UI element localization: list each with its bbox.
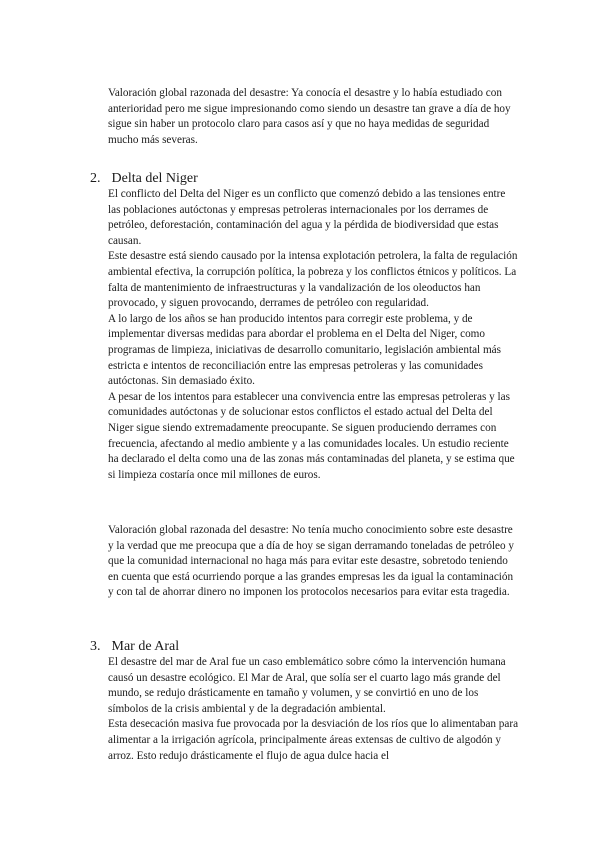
section-heading-delta-niger — [90, 170, 198, 188]
section-heading-mar-aral — [90, 638, 179, 656]
paragraph: El desastre del mar de Aral fue un caso emblemático sobre cómo la intervención humana causó un desastre ecológico. El Mar de Aral, que solía ser el cuarto lago más grande del mundo, se redujo drásticamente en tamaño y volumen, y se convirtió en uno de los símbolos de la crisis ambiental y de la degradación ambiental. — [108, 656, 506, 715]
paragraph: Este desastre está siendo causado por la intensa explotación petrolera, la falta de regulación ambiental efectiva, la corrupción política, la pobreza y los conflictos étnicos y políticos. La falta de mantenimiento de infraestructuras y la vandalización de los oleoductos han provocado, y siguen provocando, derrames de petróleo con regularidad. — [108, 250, 518, 310]
section-body-mar-aral — [108, 655, 520, 764]
paragraph: A pesar de los intentos para establecer una convivencia entre las empresas petroleras y las comunidades autóctonas y de solucionar estos conflictos el estado actual del Delta del Niger sigue siendo extremadamente preocupante. Se siguen produciendo derrames con frecuencia, afectando al medio ambiente y a las comunidades locales. Un estudio reciente ha declarado el delta como una de las zonas más contaminadas del planeta, y se estima que si limpieza costaría once mil millones de euros. — [108, 390, 515, 481]
section-title: Mar de Aral — [111, 639, 180, 654]
section-number: 3. — [90, 639, 101, 654]
section-body-delta-niger — [108, 187, 520, 483]
intro-valoracion — [108, 86, 520, 148]
delta-niger-valoracion — [108, 523, 520, 601]
section-number: 2. — [90, 171, 101, 186]
paragraph: Esta desecación masiva fue provocada por la desviación de los ríos que lo alimentaban para alimentar a la irrigación agrícola, principalmente áreas extensas de cultivo de algodón y arroz. Esto redujo drásticamente el flujo de agua dulce hacia el — [108, 718, 519, 762]
paragraph: A lo largo de los años se han producido intentos para corregir este problema, y de implementar diversas medidas para abordar el problema en el Delta del Niger, como programas de limpieza, iniciativas de desarrollo comunitario, legislación ambiental más estricta e intentos de reconciliación entre las empresas petroleras y las comunidades autóctonas. Sin demasiado éxito. — [108, 312, 501, 388]
section-title: Delta del Niger — [111, 171, 198, 186]
paragraph: El conflicto del Delta del Niger es un conflicto que comenzó debido a las tensiones entre las poblaciones autóctonas y empresas petroleras internacionales por los derrames de petróleo, deforestación, contaminación del agua y la pérdida de biodiversidad que estas causan. — [108, 188, 506, 247]
paragraph: Valoración global razonada del desastre: No tenía mucho conocimiento sobre este desastre y la verdad que me preocupa que a día de hoy se sigan derramando toneladas de petróleo y que la comunidad internacional no haga más para evitar este desastre, sobretodo teniendo en cuenta que está ocurriendo porque a las grandes empresas les da igual la contaminación y con tal de ahorrar dinero no imponen los protocolos necesarios para evitar esta tragedia. — [108, 524, 515, 599]
paragraph: Valoración global razonada del desastre: Ya conocía el desastre y lo había estudiado con anterioridad pero me sigue impresionando como siendo un desastre tan grave a día de hoy sigue sin haber un protocolo claro para casos así y que no haya medidas de seguridad mucho más severas. — [108, 87, 511, 146]
